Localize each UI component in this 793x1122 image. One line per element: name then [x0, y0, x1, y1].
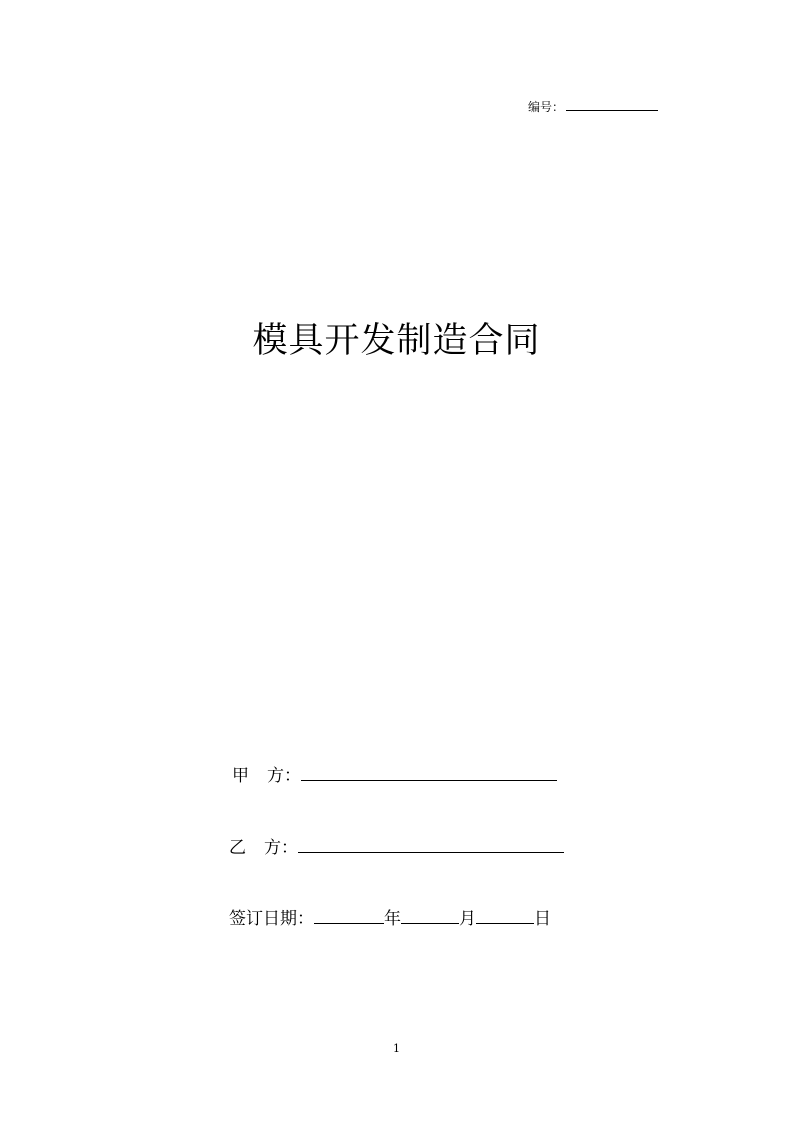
serial-number-label: 编号：	[528, 100, 565, 114]
party-a-blank	[301, 762, 557, 781]
page-number: 1	[393, 1042, 400, 1055]
party-a-label-char1: 甲	[232, 766, 249, 786]
sign-date-label: 签订日期：	[229, 909, 314, 929]
party-b-line	[229, 834, 564, 859]
sign-date-line	[229, 905, 551, 930]
sign-date-month-blank	[401, 905, 459, 924]
party-a-label-char2: 方：	[267, 766, 301, 786]
party-b-label-char1: 乙	[229, 838, 246, 858]
document-title: 模具开发制造合同	[252, 321, 541, 361]
sign-date-day-blank	[476, 905, 534, 924]
sign-date-month-unit: 月	[459, 909, 476, 929]
serial-number-line	[528, 96, 658, 115]
party-b-blank	[298, 834, 564, 853]
sign-date-day-unit: 日	[534, 909, 551, 929]
party-a-line	[232, 762, 557, 787]
party-b-label-char2: 方：	[264, 838, 298, 858]
sign-date-year-unit: 年	[384, 909, 401, 929]
serial-number-blank	[566, 96, 658, 111]
sign-date-year-blank	[314, 905, 384, 924]
